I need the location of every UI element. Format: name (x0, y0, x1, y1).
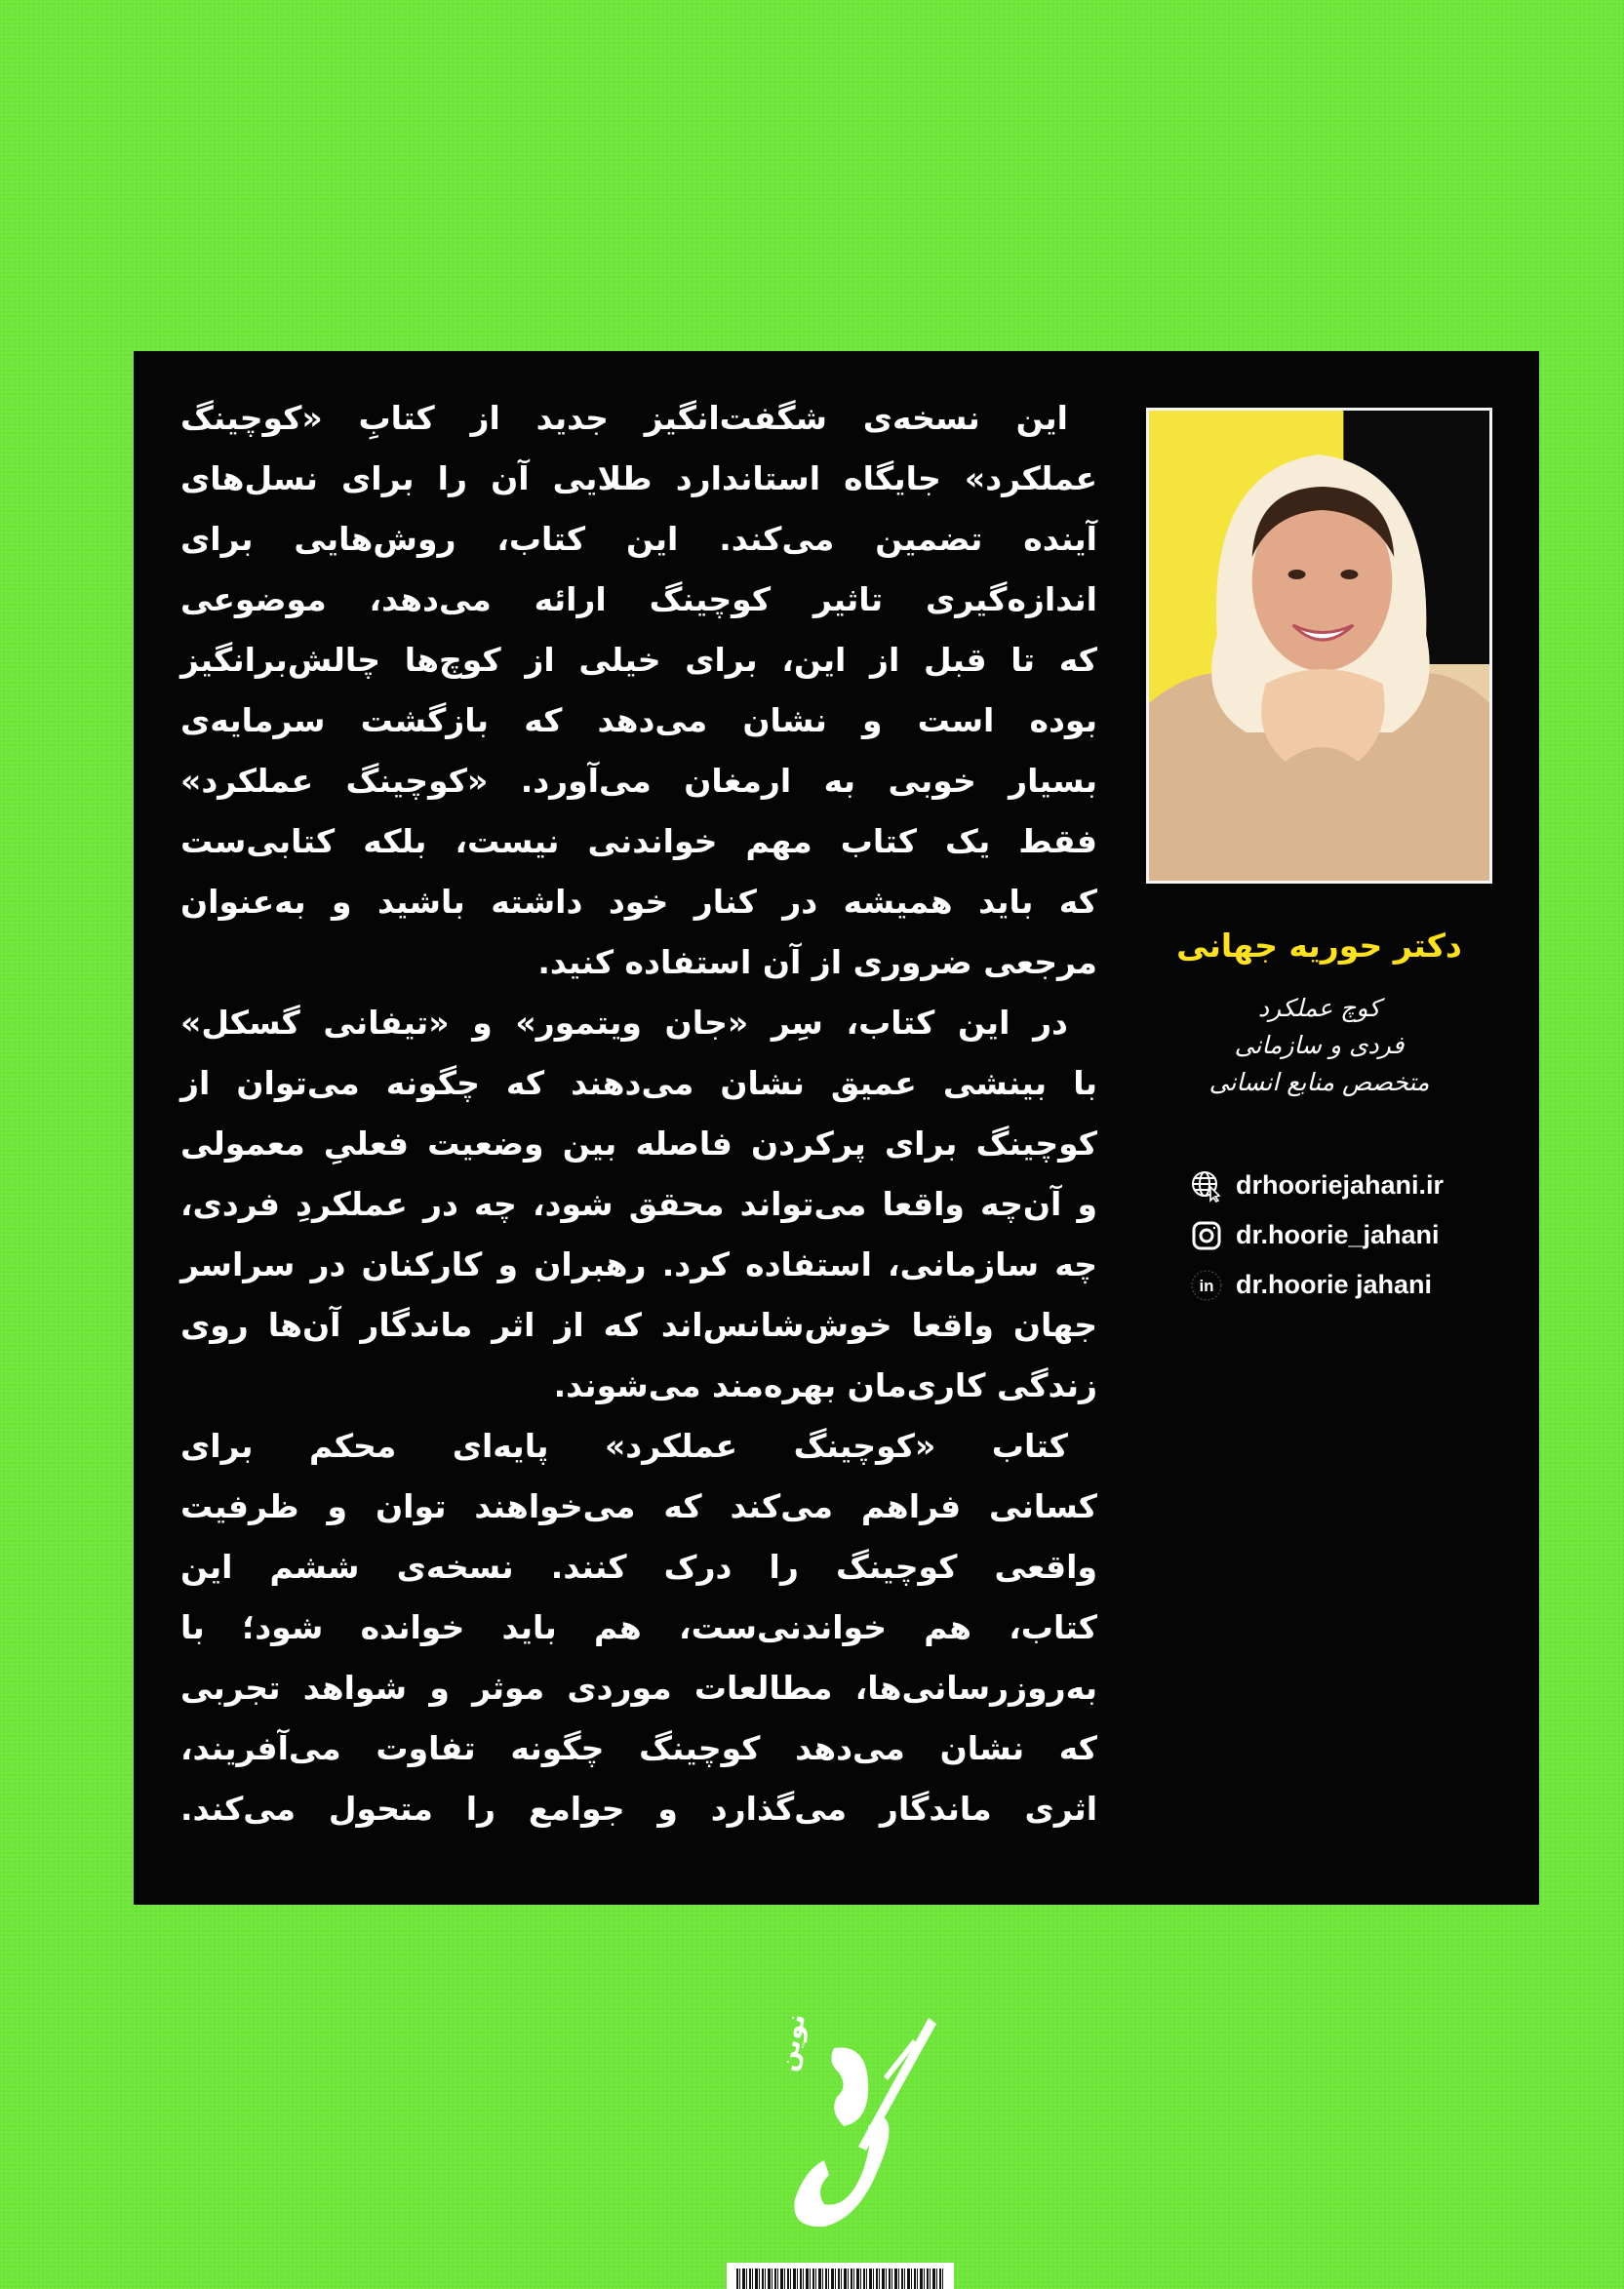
author-title-line: فردی و سازمانی (1234, 1031, 1405, 1059)
author-title-line: کوچ عملکرد (1257, 994, 1381, 1022)
instagram-icon (1189, 1218, 1224, 1253)
author-portrait-icon (1149, 411, 1489, 881)
isbn-barcode (727, 2263, 954, 2289)
author-photo (1146, 408, 1492, 884)
blurb-line: کوچینگ برای پرکردن فاصله بین وضعیت فعلیِ معمولی (180, 1125, 1097, 1163)
author-name: دکتر حوریه جهانی (1176, 927, 1462, 965)
blurb-line: کسانی فراهم می‌کند که می‌خواهند توان و ظرفیت (180, 1487, 1097, 1525)
blurb-line: این نسخه‌ی شگفت‌انگیز جدید از کتابِ «کوچینگ (180, 399, 1068, 437)
author-title-line: متخصص منابع انسانی (1208, 1068, 1430, 1096)
barcode-bars (736, 2269, 944, 2289)
contact-website[interactable] (1189, 1161, 1482, 1210)
contact-website-text: drhooriejahani.ir (1236, 1170, 1445, 1200)
blurb-line: فقط یک کتاب مهم خواندنی نیست، بلکه کتابی‌ست (180, 822, 1097, 860)
blurb-line: کتاب، هم خواندنی‌ست، هم باید خوانده شود؛ با (180, 1608, 1097, 1646)
publisher-subtext: نوین (772, 2011, 812, 2074)
blurb-line: واقعی کوچینگ را درک کنند. نسخه‌ی ششم این (180, 1548, 1097, 1586)
blurb-line: آینده تضمین می‌کند. این کتاب، روش‌هایی برای (180, 520, 1097, 558)
blurb-paragraph-1 (180, 388, 1097, 993)
blurb-line: اندازه‌گیری تاثیر کوچینگ ارائه می‌دهد، موضوعی (180, 580, 1097, 618)
svg-text:in: in (1199, 1276, 1214, 1295)
blurb-line: بسیار خوبی به ارمغان می‌آورد. «کوچینگ عملکرد» (180, 762, 1097, 800)
blurb-line: اثری ماندگار می‌گذارد و جوامع را متحول می‌کند. (180, 1790, 1097, 1828)
blurb-line: بوده است و نشان می‌دهد که بازگشت سرمایه‌ی (180, 701, 1097, 739)
book-blurb (180, 388, 1097, 1839)
blurb-line: با بینشی عمیق نشان می‌دهند که چگونه می‌توان از (180, 1064, 1097, 1102)
contact-linkedin-text: dr.hoorie jahani (1236, 1270, 1433, 1299)
blurb-line: و آن‌چه واقعا می‌تواند محقق شود، چه در عملکردِ فردی، (180, 1185, 1097, 1223)
blurb-line: مرجعی ضروری از آن استفاده کنید. (537, 943, 1097, 981)
blurb-line: در این کتاب، سِر «جان ویتمور» و «تیفانی گسکل» (180, 1004, 1068, 1042)
blurb-line: چه سازمانی، استفاده کرد. رهبران و کارکنان در سراسر (180, 1245, 1097, 1283)
blurb-line: جهان واقعا خوش‌شانس‌اند که از اثر ماندگار آن‌ها روی (180, 1306, 1097, 1344)
publisher-logo-icon (751, 2004, 946, 2238)
blurb-line: کتاب «کوچینگ عملکرد» پایه‌ای محکم برای (180, 1427, 1068, 1465)
contact-instagram[interactable] (1189, 1210, 1482, 1260)
back-cover-panel (134, 351, 1539, 1905)
blurb-line: عملکرد» جایگاه استاندارد طلایی آن را برای نسل‌های (180, 459, 1097, 497)
blurb-line: که نشان می‌دهد کوچینگ چگونه تفاوت می‌آفریند، (180, 1729, 1097, 1767)
blurb-paragraph-3 (180, 1416, 1097, 1839)
blurb-paragraph-2 (180, 993, 1097, 1416)
linkedin-icon (1189, 1268, 1224, 1303)
author-contacts (1189, 1161, 1482, 1310)
contact-linkedin[interactable] (1189, 1260, 1482, 1310)
blurb-line: زندگی کاری‌مان بهره‌مند می‌شوند. (553, 1366, 1097, 1404)
blurb-line: که باید همیشه در کنار خود داشته باشید و به‌عنوان (180, 883, 1097, 921)
blurb-line: به‌روزرسانی‌ها، مطالعات موردی موثر و شواهد تجربی (180, 1669, 1097, 1707)
author-titles (1146, 990, 1492, 1101)
publisher-logo (751, 2004, 946, 2238)
globe-cursor-icon (1189, 1168, 1224, 1204)
blurb-line: که تا قبل از این، برای خیلی از کوچ‌ها چالش‌برانگیز (180, 641, 1097, 679)
contact-instagram-text: dr.hoorie_jahani (1236, 1220, 1440, 1249)
